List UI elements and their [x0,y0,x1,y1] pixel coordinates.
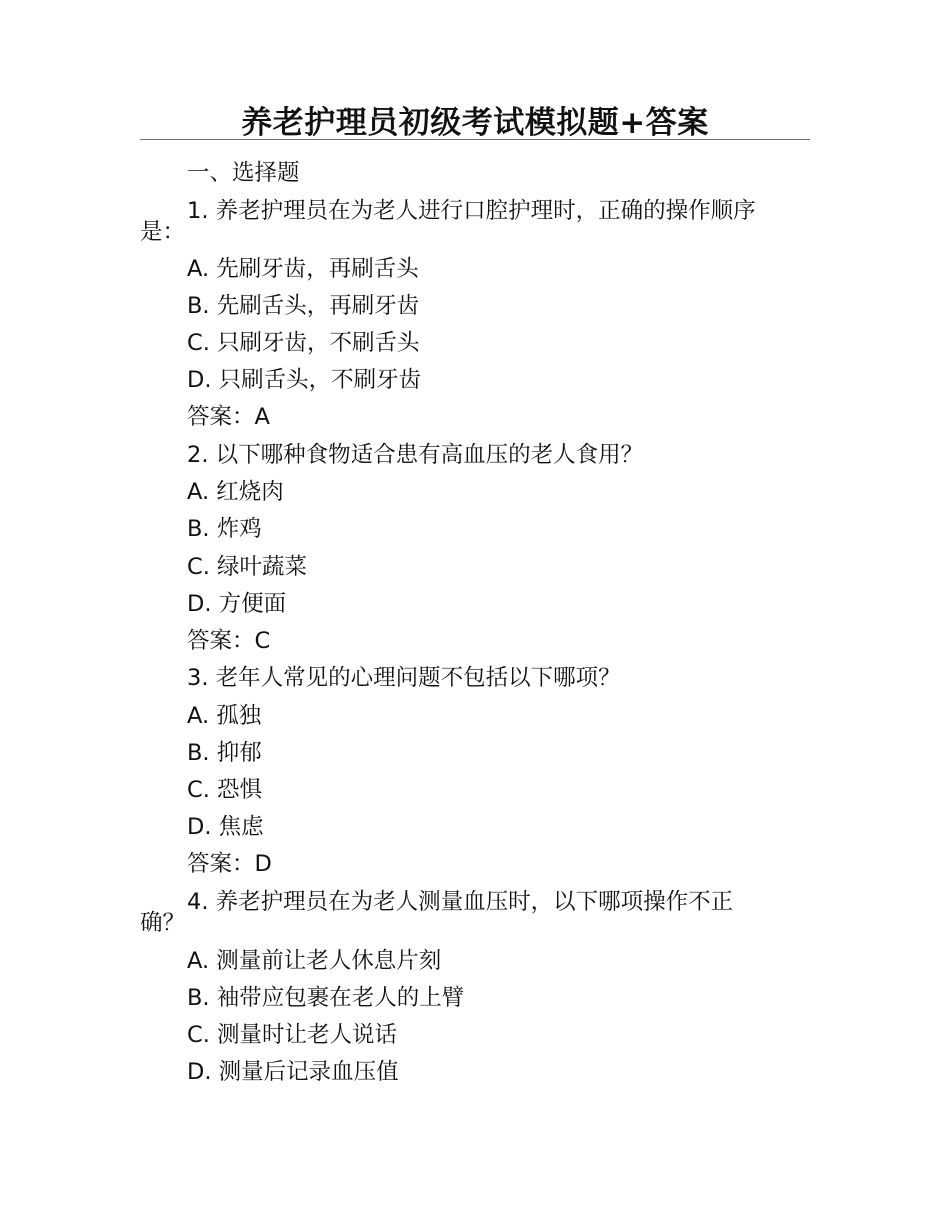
question-2-stem: 2. 以下哪种食物适合患有高血压的老人食用？ [187,442,644,468]
question-1-stem-line2: 是： [140,219,186,245]
question-4-stem-line2: 确？ [140,910,186,936]
question-1-option-a: A. 先刷牙齿，再刷舌头 [187,256,419,282]
question-2-option-c: C. 绿叶蔬菜 [187,554,308,580]
question-1-option-c: C. 只刷牙齿，不刷舌头 [187,330,420,356]
question-4-stem-line1: 4. 养老护理员在为老人测量血压时，以下哪项操作不正 [187,889,734,915]
question-4-option-d: D. 测量后记录血压值 [187,1059,399,1085]
question-2-option-b: B. 炸鸡 [187,516,262,542]
question-4-option-a: A. 测量前让老人休息片刻 [187,948,442,974]
question-3-option-a: A. 孤独 [187,703,262,729]
question-4-option-c: C. 测量时让老人说话 [187,1022,398,1048]
question-1-answer: 答案：A [187,404,270,430]
question-3-option-b: B. 抑郁 [187,740,262,766]
title-underline [140,139,810,140]
question-3-answer: 答案：D [187,851,272,877]
question-3-option-d: D. 焦虑 [187,814,264,840]
question-4-option-b: B. 袖带应包裹在老人的上臂 [187,985,465,1011]
question-2-answer: 答案：C [187,628,271,654]
question-1-option-b: B. 先刷舌头，再刷牙齿 [187,293,420,319]
question-2-option-d: D. 方便面 [187,591,287,617]
section-heading: 一、选择题 [187,160,300,186]
question-3-stem: 3. 老年人常见的心理问题不包括以下哪项？ [187,665,621,691]
document-title: 养老护理员初级考试模拟题+答案 [241,105,709,141]
question-1-option-d: D. 只刷舌头，不刷牙齿 [187,367,422,393]
question-1-stem-line1: 1. 养老护理员在为老人进行口腔护理时，正确的操作顺序 [187,198,756,224]
question-2-option-a: A. 红烧肉 [187,479,284,505]
question-3-option-c: C. 恐惧 [187,777,263,803]
